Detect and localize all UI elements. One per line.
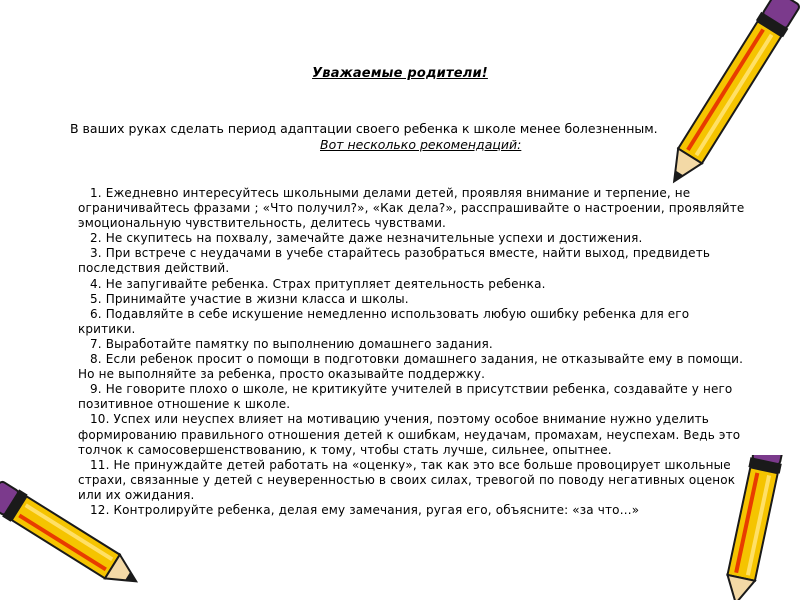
recommendation-item: 11. Не принуждайте детей работать на «оценку», так как это все больше провоцирует школьные страхи, связанные у детей с неуверенностью в своих силах, тревогой по поводу негативных оценок или их ожидания. (78, 457, 736, 502)
recommendations-subtitle: Вот несколько рекомендаций: (320, 137, 522, 152)
page-title: Уважаемые родители! (312, 66, 488, 81)
recommendation-item: 10. Успех или неуспех влияет на мотивацию учения, поэтому особое внимание нужно уделить формированию правильного отношения детей к ошибкам, неудачам, промахам, неуспехам. Ведь это толчок к самосовершенствованию, к тому, чтобы стать лучше, сильнее, опытнее. (78, 412, 741, 457)
recommendation-item: 3. При встрече с неудачами в учебе старайтесь разобраться вместе, найти выход, предвидеть последствия действий. (78, 246, 711, 276)
recommendation-item: 9. Не говорите плохо о школе, не критикуйте учителей в присутствии ребенка, создавайте у него позитивное отношение к школе. (78, 382, 733, 412)
recommendation-item: 7. Выработайте памятку по выполнению домашнего задания. (90, 336, 493, 351)
recommendation-item: 5. Принимайте участие в жизни класса и школы. (90, 291, 409, 306)
recommendation-item: 2. Не скупитесь на похвалу, замечайте даже незначительные успехи и достижения. (90, 231, 643, 246)
intro-text: В ваших руках сделать период адаптации своего ребенка к школе менее болезненным. (70, 121, 658, 136)
recommendation-item: 6. Подавляйте в себе искушение немедленно использовать любую ошибку ребенка для его критики. (78, 306, 690, 336)
recommendation-item: 1. Ежедневно интересуйтесь школьными делами детей, проявляя внимание и терпение, не ограничивайтесь фразами ; «Что получил?», «Как дела?», расспрашивайте о настроении, проявляйте эмоциональную чувствительность, делитесь чувствами. (78, 186, 745, 231)
recommendations-list (78, 186, 750, 518)
recommendation-item: 12. Контролируйте ребенка, делая ему замечания, ругая его, объясните: «за что…» (90, 502, 640, 517)
pencil-top-right-icon (650, 0, 800, 200)
recommendation-item: 8. Если ребенок просит о помощи в подготовки домашнего задания, не отказывайте ему в помощи. Но не выполняйте за ребенка, просто оказывайте поддержку. (78, 352, 744, 382)
recommendation-item: 4. Не запугивайте ребенка. Страх притупляет деятельность ребенка. (90, 276, 546, 291)
